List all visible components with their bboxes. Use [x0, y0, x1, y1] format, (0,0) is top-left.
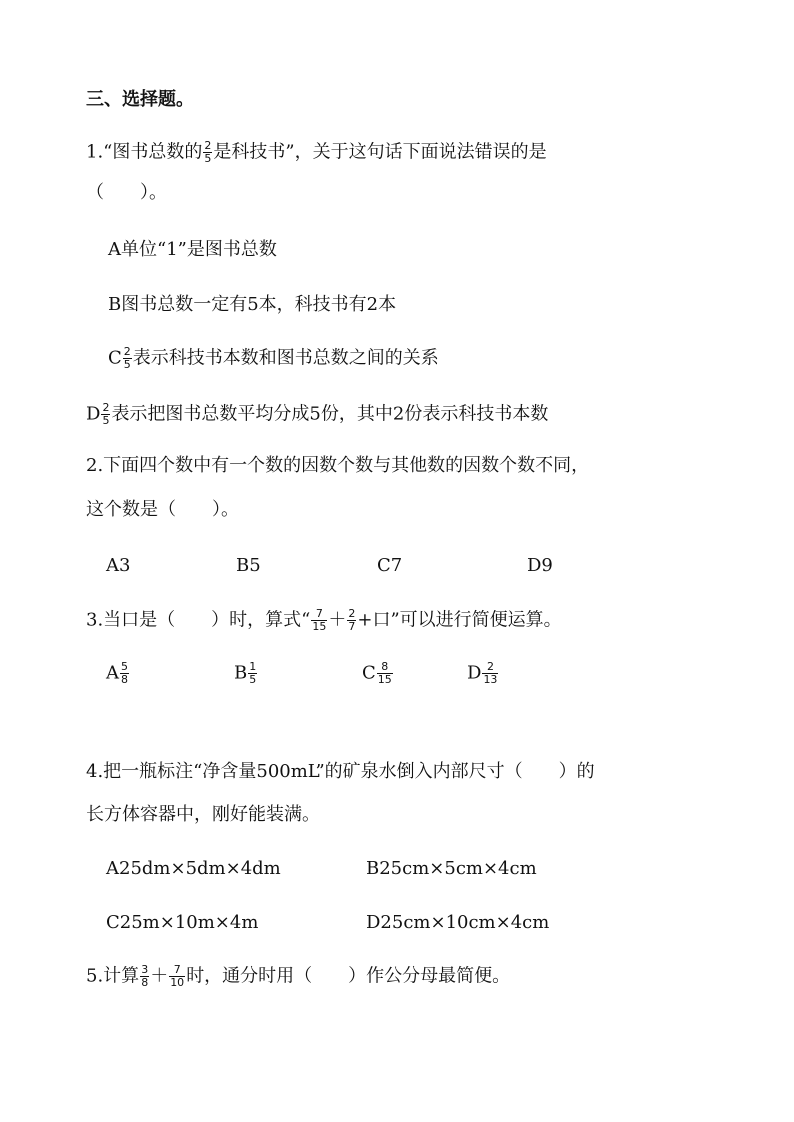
q1-option-c-fraction: $\frac{2}{5}$	[123, 345, 131, 371]
question-5-stem: 5.计算 $\frac{3}{8}$ ＋ $\frac{7}{10}$ 时，通分时用（ ）作公分母最简便。	[86, 963, 511, 989]
q4-option-a[interactable]: A25dm×5dm×4dm	[106, 858, 281, 879]
q4-option-b[interactable]: B25cm×5cm×4cm	[366, 858, 537, 879]
q4-option-c[interactable]: C25m×10m×4m	[106, 912, 259, 933]
section-title: 三、选择题。	[86, 89, 194, 110]
question-4-line1: 4.把一瓶标注“净含量500mL”的矿泉水倒入内部尺寸（ ）的	[86, 761, 595, 782]
q2-option-b[interactable]: B5	[236, 555, 261, 576]
q1-option-a[interactable]: A单位“1”是图书总数	[108, 239, 277, 260]
q5-fraction-1: $\frac{3}{8}$	[141, 963, 149, 989]
question-2-line2: 这个数是（ ）。	[86, 499, 239, 520]
question-1-line2: （ ）。	[86, 182, 167, 203]
q3-option-d[interactable]: D $\frac{2}{13}$	[467, 660, 498, 686]
q2-option-d[interactable]: D9	[527, 555, 553, 576]
q3-fraction-2: $\frac{2}{7}$	[348, 607, 356, 633]
q3-option-c[interactable]: C $\frac{8}{15}$	[362, 660, 392, 686]
q1-text-pre: 1.“图书总数的	[86, 141, 203, 163]
question-1-stem	[86, 140, 547, 165]
q2-option-c[interactable]: C7	[377, 555, 403, 576]
q1-option-d[interactable]: D $\frac{2}{5}$ 表示把图书总数平均分成5份，其中2份表示科技书本数	[86, 401, 549, 427]
q1-fraction: $\frac{2}{5}$	[204, 139, 212, 165]
question-4-line2: 长方体容器中，刚好能装满。	[86, 804, 320, 825]
q1-option-d-fraction: $\frac{2}{5}$	[102, 401, 110, 427]
q1-option-b[interactable]: B图书总数一定有5本，科技书有2本	[108, 294, 397, 315]
q5-fraction-2: $\frac{7}{10}$	[170, 963, 185, 989]
question-3-stem: 3.当口是（ ）时，算式“ $\frac{7}{15}$ ＋ $\frac{2}{7}$ +口”可以进行简便运算。	[86, 607, 562, 633]
q1-text-post: 是科技书”，关于这句话下面说法错误的是	[213, 141, 547, 163]
q1-option-c[interactable]: C $\frac{2}{5}$ 表示科技书本数和图书总数之间的关系	[108, 345, 439, 371]
q3-fraction-1: $\frac{7}{15}$	[312, 607, 327, 633]
q3-option-a[interactable]: A $\frac{5}{8}$	[106, 660, 128, 686]
q4-option-d[interactable]: D25cm×10cm×4cm	[366, 912, 550, 933]
question-2-line1: 2.下面四个数中有一个数的因数个数与其他数的因数个数不同，	[86, 455, 590, 476]
q2-option-a[interactable]: A3	[106, 555, 131, 576]
q3-option-b[interactable]: B $\frac{1}{5}$	[234, 660, 257, 686]
